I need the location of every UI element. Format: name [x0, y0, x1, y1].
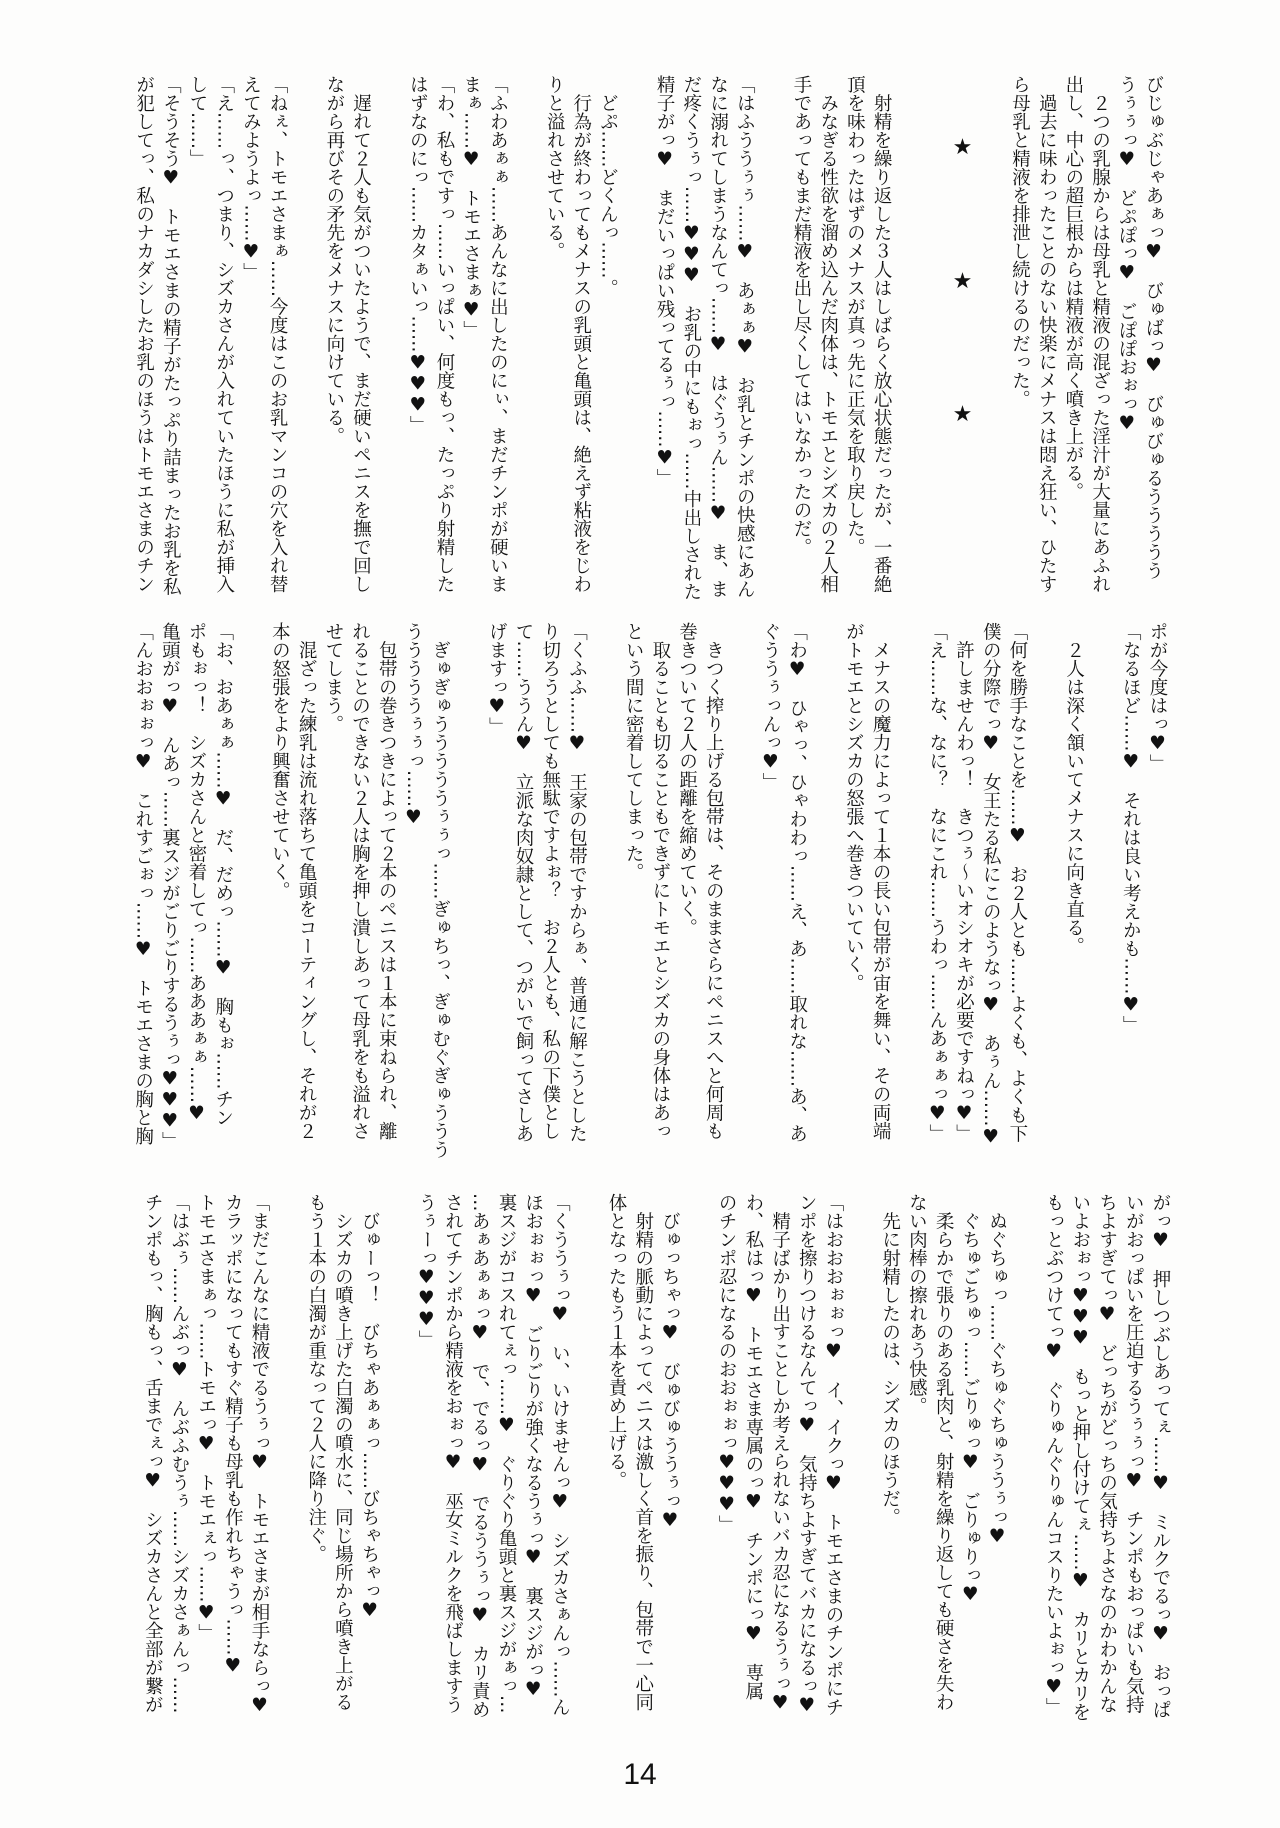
text-line: 精子がっ♥ まだいっぱい残ってるぅっ……♥」 [654, 75, 676, 487]
paragraph-group [320, 75, 373, 635]
text-band-top [130, 75, 1166, 635]
paragraph-group [129, 622, 236, 1182]
text-band-bottom [139, 1193, 1174, 1753]
text-line: ら母乳と精液を排泄し続けるのだった。 [1009, 75, 1031, 408]
paragraph-group [1117, 622, 1170, 1182]
text-line: ちよすぎてっ♥ どっちがどっちの気持ちよさなのかわかんな [1096, 1193, 1118, 1714]
text-line: もう１本の白濁が重なって２人に降り注ぐ。 [305, 1193, 327, 1563]
paragraph-group [756, 622, 809, 1182]
text-line: いよおぉっ♥♥♥ もっと押し付けてぇ……♥ カリとカリを [1069, 1193, 1091, 1721]
text-line: 「くふふ……♥ 王家の包帯ですからぁ、普通に解こうとした [566, 622, 588, 1143]
star-icon: ★ [952, 269, 973, 294]
text-line: ２つの乳腺からは母乳と精液の混ざった淫汁が大量にあふれ [1089, 75, 1111, 593]
text-line: うぅぅっ♥ どぷぽっ♥ ごぽぽおぉっ♥ [1116, 75, 1138, 434]
paragraph-group [602, 1193, 682, 1753]
star-icon: ★ [952, 135, 973, 160]
paragraph-group [404, 75, 511, 635]
paragraph-group [876, 1193, 1010, 1753]
text-line: ぬぐちゅっ……ぐちゅぐちゅううぅっ♥ [986, 1193, 1008, 1547]
text-line: のチンポ忍になるのおおぉぉっ♥♥♥」 [716, 1193, 738, 1534]
text-line: びゅっちゃっ♥ びゅびゅううぅっ♥ [659, 1193, 681, 1531]
text-line: カラッポになってもすぐ精子も母乳も作れちゃうっ……♥ [222, 1193, 244, 1677]
text-line: 射精の脈動によってペニスは激しく首を振り、包帯で一心同 [632, 1193, 654, 1711]
text-line: 「なるほど……♥ それは良い考えかも……♥」 [1120, 622, 1142, 1034]
text-line: シズカの噴き上げた白濁の噴水に、同じ場所から噴き上がる [332, 1193, 354, 1711]
page-number: 14 [623, 1758, 657, 1791]
paragraph-group [650, 75, 757, 635]
text-line: どぷ……どくんっ……。 [597, 75, 619, 297]
text-line: 「はぶぅ……んぶっ♥ んぶふむうぅ……シズカさぁんっ…… [168, 1193, 190, 1714]
text-line: 遅れて２人も気がついたようで、まだ硬いペニスを撫で回し [350, 75, 372, 593]
text-line: びじゅぶじゃあぁっ♥ びゅばっ♥ びゅびゅるううううう [1143, 75, 1164, 580]
text-line: 取ることも切ることもできずにトモエとシズカの身体はあっ [649, 622, 671, 1140]
paragraph-group [840, 622, 893, 1182]
text-line: はずなのにっ……カタぁいっ……♥♥♥」 [407, 75, 429, 434]
text-line: 「ねぇ、トモエさまぁ……今度はこのお乳マンコの穴を入れ替 [267, 75, 289, 593]
text-line: わ、私はっ♥ トモエさま専属のっ♥ チンポにっ♥ 専属 [742, 1193, 764, 1700]
text-line: 裏スジがコスれてぇっ……♥ ぐりぐり亀頭と裏スジがぁっ… [495, 1193, 517, 1714]
paragraph-group [923, 622, 1030, 1182]
text-line: だ疼くうぅっ……♥♥♥ お乳の中にもぉっ……中出しされた [680, 75, 702, 601]
text-line: 「まだこんなに精液でるうぅっ♥ トモエさまが相手ならっ♥ [249, 1193, 271, 1716]
text-line: 出し、中心の超巨根からは精液が高く噴き上がる。 [1062, 75, 1084, 501]
text-line: 手であってもまだ精液を出し尽くしてはいなかったのだ。 [790, 75, 812, 556]
paragraph-group [1060, 622, 1087, 1182]
text-line: が犯してっ、私のナカダシしたお乳のほうはトモエさまのチン [133, 75, 155, 593]
text-line: うぅーっ♥♥♥」 [415, 1193, 437, 1349]
paragraph-group [412, 1193, 572, 1753]
text-line: ンポを擦りつけるなんてっ♥ 気持ちよすぎてバカになるっ♥ [796, 1193, 818, 1716]
text-line: 「何を勝手なことを……♥ お２人とも……よくも、よくも下 [1006, 622, 1028, 1143]
text-line: 「え……な、なに？ なにこれ……うわっ……んあぁぁっ♥」 [926, 622, 948, 1143]
text-line: えてみようよっ……♥」 [240, 75, 262, 281]
text-line: 「くううぅっ♥ い、いけませんっ♥ シズカさぁんっ……ん [549, 1193, 571, 1716]
paragraph-group [787, 75, 894, 635]
text-line: 亀頭がっ♥ んあっ……裏スジがごりごりするうぅっ♥♥♥」 [159, 622, 181, 1150]
scene-break-stars [949, 75, 976, 635]
text-line: 「わ、私もですっ……いっぱい、何度もっ、たっぷり射精した [433, 75, 455, 593]
text-line: ぎゅぎゅうううううぅぅっ……ぎゅちっ、ぎゅむぐぎゅううう [429, 622, 451, 1159]
text-line: 過去に味わったことのない快楽にメナスは悶え狂い、ひたす [1036, 75, 1058, 593]
text-line: がっ♥ 押しつぶしあってぇ……♥ ミルクでるっ♥ おっぱ [1150, 1193, 1171, 1719]
text-line: いがおっぱいを圧迫するうぅぅっ♥ チンポもおっぱいも気持 [1123, 1193, 1145, 1714]
text-line: げますっ♥」 [486, 622, 508, 736]
text-line: されてチンポから精液をおぉっ♥ 巫女ミルクを飛ばしますう [442, 1193, 464, 1714]
text-line: ぐううぅっんっ♥」 [759, 622, 781, 791]
text-line: チンポもっ、胸もっ、舌までぇっ♥ シズカさんと全部が繋が [142, 1193, 164, 1714]
text-line: 射精を繰り返した３人はしばらく放心状態だったが、一番絶 [871, 75, 893, 593]
text-line: みなぎる性欲を溜め込んだ肉体は、トモエとシズカの２人相 [817, 75, 839, 593]
text-line: て……ううん♥ 立派な肉奴隷として、つがいで飼ってさしあ [513, 622, 535, 1143]
text-line: ながら再びその矛先をメナスに向けている。 [323, 75, 345, 445]
text-line: 「わ♥ ひゃっ、ひゃわわっ……え、あ……取れな……あ、あ [786, 622, 808, 1143]
text-line: 「お、おあぁぁ……♥ だ、だめっ……♥ 胸もぉ……チン [212, 622, 234, 1127]
text-line: れることのできない２人は胸を押し潰しあって母乳をも溢れさ [349, 622, 371, 1140]
text-line: きつく搾り上げる包帯は、そのままさらにペニスへと何周も [703, 622, 725, 1140]
paragraph-group [1006, 75, 1166, 635]
text-line: がトモエとシズカの怒張へ巻きついていく。 [843, 622, 865, 992]
text-line: メナスの魔力によって１本の長い包帯が宙を舞い、その両端 [870, 622, 892, 1140]
text-line: 柔らかで張りのある乳肉と、射精を繰り返しても硬さを失わ [933, 1193, 955, 1711]
text-band-middle [129, 622, 1170, 1182]
text-line: 包帯の巻きつきによって２本のペニスは１本に束ねられ、離 [376, 622, 398, 1140]
text-line: りと溢れさせている。 [544, 75, 566, 260]
paragraph-group [712, 1193, 846, 1753]
text-line: 巻きついて２人の距離を縮めていく。 [676, 622, 698, 937]
text-line: トモエさまぁっ……トモエっ♥ トモエぇっ……♥」 [195, 1193, 217, 1642]
text-line: 混ざった練乳は流れ落ちて亀頭をコーティングし、それが２ [296, 622, 318, 1140]
paragraph-group [483, 622, 590, 1182]
text-line: もっとぶつけてっ♥ ぐりゅんぐりゅんコスりたいよぉっ♥」 [1043, 1193, 1065, 1716]
text-line: なに溺れてしまうなんてっ……♥ はぐうぅん……♥ ま、ま [707, 75, 729, 598]
text-line: ほおぉぉっ♥ ごりごりが強くなるうぅっ♥ 裏スジがっ♥ [522, 1193, 544, 1700]
text-line: 頂を味わったはずのメナスが真っ先に正気を取り戻した。 [844, 75, 866, 556]
text-line: り切ろうとしても無駄ですよぉ？ お２人とも、私の下僕とし [539, 622, 561, 1140]
text-line: びゅーっ！ びちゃあぁぁっ……びちゃちゃっ♥ [359, 1193, 381, 1621]
paragraph-group [619, 622, 726, 1182]
text-line: ポもぉっ！ シズカさんと密着してっ……あああぁぁ……♥ [186, 622, 208, 1124]
text-line: 許しませんわっ！ きつぅ〜いオシオキが必要ですねっ♥」 [953, 622, 975, 1143]
text-line: して……」 [187, 75, 209, 168]
text-line: 「そうそう♥ トモエさまの精子がたっぷり詰まったお乳を私 [160, 75, 182, 596]
text-line: ない肉棒の擦れあう快感。 [906, 1193, 928, 1415]
text-line: 「はおおおぉぉっ♥ イ、イクっ♥ トモエさまのチンポにチ [822, 1193, 844, 1716]
text-line: 本の怒張をより興奮させていく。 [269, 622, 291, 900]
text-line: ぐちゅごちゅっ……ごりゅっ♥ ごりゅりっ♥ [959, 1193, 981, 1605]
text-line: 僕の分際でっ♥ 女王たる私にこのようなっ♥ あぅん……♥ [980, 622, 1002, 1148]
text-line: ２人は深く頷いてメナスに向き直る。 [1063, 622, 1085, 955]
text-line: 先に射精したのは、シズカのほうだ。 [879, 1193, 901, 1526]
paragraph-group [130, 75, 290, 635]
text-line: 「んおおぉぉっ♥ これすごぉっ……♥ トモエさまの胸と胸 [132, 622, 154, 1145]
star-icon: ★ [952, 402, 973, 427]
text-line: 「はふううぅぅ……♥ あぁぁ♥ お乳とチンポの快感にあん [734, 75, 756, 598]
paragraph-group [1039, 1193, 1173, 1753]
text-line: うううううぅぅっ……♥ [402, 622, 424, 828]
text-line: 行為が終わってもメナスの乳頭と亀頭は、絶えず粘液をじわ [570, 75, 592, 593]
text-line: 「ふわあぁぁ……あんなに出したのにぃ、まだチンポが硬いま [487, 75, 509, 593]
text-line: 「え……っ、つまり、シズカさんが入れていたほうに私が挿入 [213, 75, 235, 593]
paragraph-group [139, 1193, 273, 1753]
text-line: ポが今度はっ♥」 [1147, 622, 1168, 773]
paragraph-group [302, 1193, 382, 1753]
text-line: 精子ばかり出すことしか考えられないバカ忍になるうぅっ♥ [769, 1193, 791, 1714]
text-line: という間に密着してしまった。 [623, 622, 645, 881]
text-line: まぁ……♥ トモエさまぁ♥」 [460, 75, 482, 339]
paragraph-group [266, 622, 453, 1182]
paragraph-group [540, 75, 620, 635]
text-line: 体となったもう１本を責め上げる。 [606, 1193, 628, 1489]
text-line: …あぁあぁぁっ♥ で、でるっ♥ でるううぅっ♥ カリ責め [469, 1193, 491, 1719]
text-line: せてしまう。 [322, 622, 344, 733]
